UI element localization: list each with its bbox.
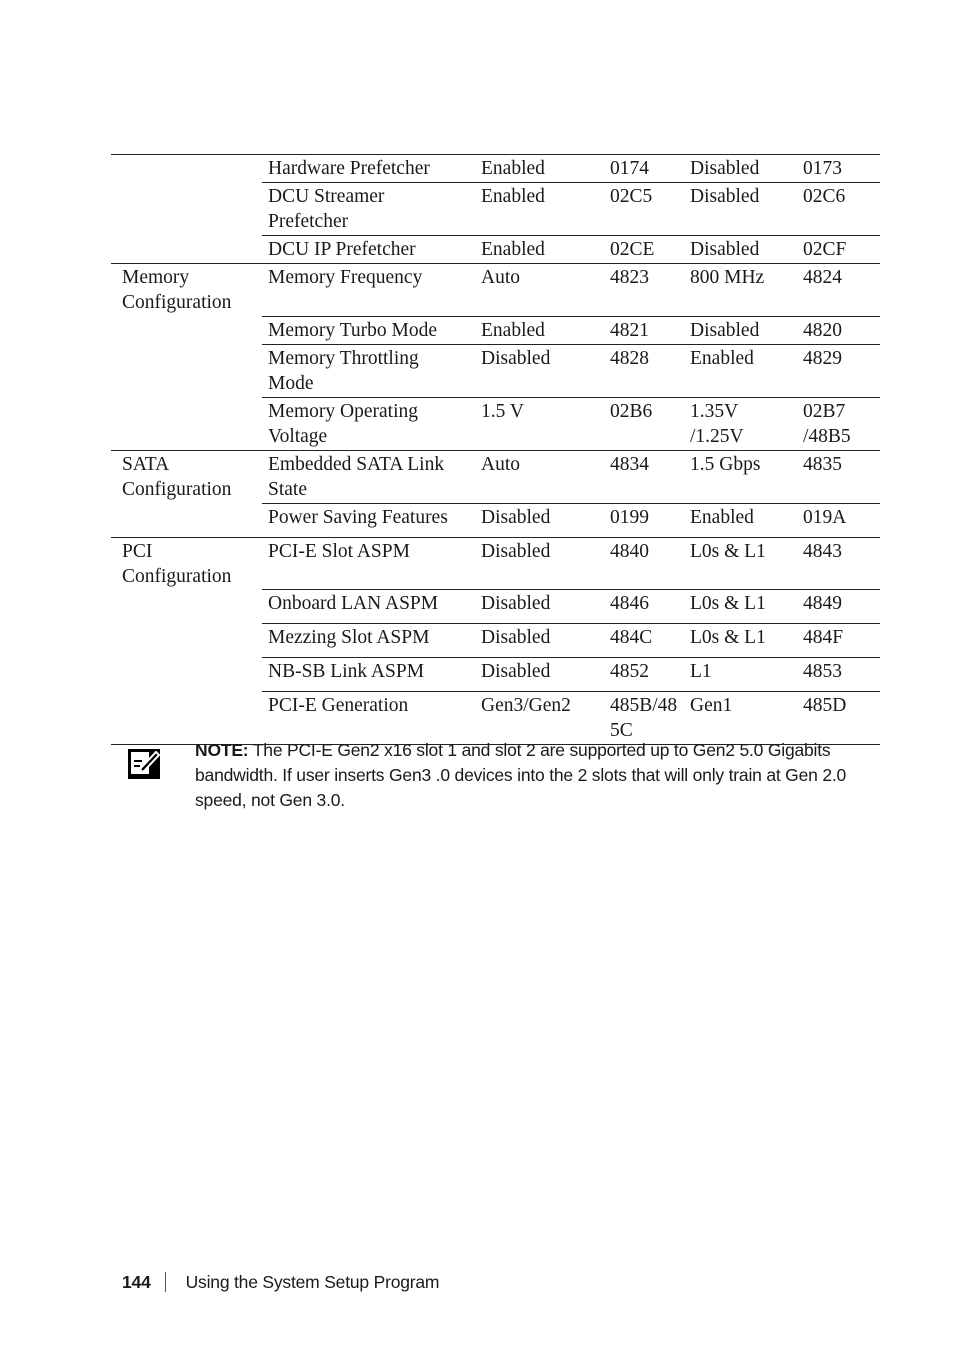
option-cell: Memory Frequency [262,264,475,317]
code1-cell: 484C [604,624,685,658]
table-row [111,236,880,264]
value1-cell: Auto [475,450,604,503]
code1-cell: 02C5 [604,183,685,236]
value2-cell: 1.35V /1.25V [685,397,797,450]
option-cell: Memory Throttling Mode [262,344,475,397]
option-cell: PCI-E Generation [262,692,475,745]
option-cell: DCU IP Prefetcher [262,236,475,264]
value2-cell: Enabled [685,503,797,537]
code2-cell: 485D [797,692,880,745]
code1-cell: 4852 [604,658,685,692]
group-cell: Memory Configuration [111,264,262,317]
option-cell: DCU Streamer Prefetcher [262,183,475,236]
code1-cell: 4834 [604,450,685,503]
option-cell: PCI-E Slot ASPM [262,537,475,590]
table-row [111,450,880,503]
value1-cell: Gen3/Gen2 [475,692,604,745]
table-row [111,503,880,537]
group-cell [111,155,262,183]
value1-cell: Disabled [475,344,604,397]
value2-cell: L0s & L1 [685,590,797,624]
table-row [111,264,880,317]
footer-divider [165,1272,166,1292]
code1-cell: 4846 [604,590,685,624]
value1-cell: Enabled [475,155,604,183]
table-row [111,397,880,450]
code1-cell: 0199 [604,503,685,537]
value1-cell: 1.5 V [475,397,604,450]
value2-cell: L0s & L1 [685,537,797,590]
code1-cell: 4840 [604,537,685,590]
code2-cell: 484F [797,624,880,658]
code2-cell: 4853 [797,658,880,692]
group-cell: PCI Configuration [111,537,262,590]
code2-cell: 4824 [797,264,880,317]
value1-cell: Auto [475,264,604,317]
page-footer [122,1272,439,1293]
value1-cell: Disabled [475,503,604,537]
code2-cell: 4829 [797,344,880,397]
option-cell: Power Saving Features [262,503,475,537]
page-number: 144 [122,1272,151,1292]
value1-cell: Enabled [475,183,604,236]
option-cell: Embedded SATA Link State [262,450,475,503]
option-cell: Memory Turbo Mode [262,316,475,344]
table-row [111,344,880,397]
value2-cell: Disabled [685,236,797,264]
code1-cell: 4823 [604,264,685,317]
table-row [111,537,880,590]
option-cell: Mezzing Slot ASPM [262,624,475,658]
group-cell: SATA Configuration [111,450,262,503]
code1-cell: 02CE [604,236,685,264]
code2-cell: 4849 [797,590,880,624]
code2-cell: 02CF [797,236,880,264]
group-cell [111,624,262,658]
option-cell: Memory Operating Voltage [262,397,475,450]
value2-cell: Disabled [685,183,797,236]
note-block [195,738,865,813]
group-cell [111,344,262,397]
value2-cell: Gen1 [685,692,797,745]
code1-cell: 4828 [604,344,685,397]
code2-cell: 4835 [797,450,880,503]
table-row [111,658,880,692]
value1-cell: Disabled [475,590,604,624]
code1-cell: 0174 [604,155,685,183]
code2-cell: 02C6 [797,183,880,236]
table-row [111,590,880,624]
code1-cell: 485B/485C [604,692,685,745]
table-row [111,624,880,658]
group-cell [111,183,262,236]
value1-cell: Enabled [475,236,604,264]
group-cell [111,236,262,264]
table-row [111,155,880,183]
note-text: The PCI-E Gen2 x16 slot 1 and slot 2 are supported up to Gen2 5.0 Gigabits bandwidth. If user inserts Gen3 .0 devices into the 2 slots that will only train at Gen 2.0 speed, not Gen 3.0. [195,740,847,810]
value2-cell: 1.5 Gbps [685,450,797,503]
code2-cell: 0173 [797,155,880,183]
value2-cell: Enabled [685,344,797,397]
group-cell [111,692,262,745]
table-row [111,316,880,344]
table-row [111,183,880,236]
code1-cell: 02B6 [604,397,685,450]
value1-cell: Enabled [475,316,604,344]
group-cell [111,316,262,344]
option-cell: Onboard LAN ASPM [262,590,475,624]
value2-cell: Disabled [685,155,797,183]
value1-cell: Disabled [475,624,604,658]
group-cell [111,658,262,692]
value2-cell: L1 [685,658,797,692]
option-cell: Hardware Prefetcher [262,155,475,183]
code2-cell: 4843 [797,537,880,590]
bios-settings-table [111,154,880,745]
code2-cell: 4820 [797,316,880,344]
value1-cell: Disabled [475,537,604,590]
footer-section-title: Using the System Setup Program [185,1272,440,1292]
value2-cell: 800 MHz [685,264,797,317]
group-cell [111,503,262,537]
pencil-note-icon [128,749,160,779]
note-label: NOTE: [195,740,249,760]
group-cell [111,397,262,450]
option-cell: NB-SB Link ASPM [262,658,475,692]
table-row [111,692,880,745]
group-cell [111,590,262,624]
value2-cell: L0s & L1 [685,624,797,658]
code2-cell: 02B7 /48B5 [797,397,880,450]
value2-cell: Disabled [685,316,797,344]
code1-cell: 4821 [604,316,685,344]
value1-cell: Disabled [475,658,604,692]
code2-cell: 019A [797,503,880,537]
